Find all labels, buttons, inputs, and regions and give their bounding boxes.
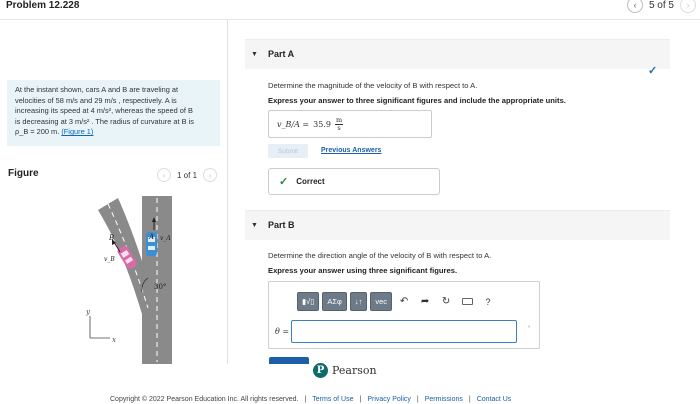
statement-line: At the instant shown, cars A and B are traveling at bbox=[15, 85, 179, 94]
chevron-right-icon: › bbox=[208, 170, 212, 180]
problem-pager bbox=[627, 0, 696, 13]
statement-line: increasing its speed at 4 m/s², whereas the speed of B bbox=[15, 106, 193, 116]
part-a-title: Part A bbox=[267, 49, 295, 59]
part-b-submit-button[interactable] bbox=[269, 357, 309, 364]
theta-input[interactable] bbox=[291, 320, 517, 343]
top-bar bbox=[0, 0, 700, 20]
theta-label: θ = bbox=[275, 327, 290, 336]
figure-link[interactable]: (Figure 1) bbox=[61, 127, 94, 137]
greek-symbols-button[interactable]: ΑΣφ bbox=[322, 292, 347, 311]
keyboard-icon[interactable] bbox=[458, 292, 476, 311]
undo-icon[interactable]: ↶ bbox=[399, 296, 409, 307]
collapse-triangle-icon: ▼ bbox=[251, 221, 258, 229]
previous-answers-link[interactable]: Previous Answers bbox=[321, 147, 382, 154]
reset-icon[interactable]: ↻ bbox=[441, 296, 451, 307]
collapse-triangle-icon: ▼ bbox=[251, 50, 258, 58]
vector-button[interactable]: vec bbox=[370, 292, 392, 311]
chevron-left-icon: ‹ bbox=[162, 170, 166, 180]
part-a-header[interactable] bbox=[245, 39, 670, 69]
chevron-right-icon: › bbox=[686, 0, 690, 10]
part-a-instruction: Express your answer to three significant figures and include the appropriate units. bbox=[268, 96, 566, 105]
label-angle: 30° bbox=[154, 283, 167, 291]
statement-line: ρ_B = 200 m. bbox=[15, 127, 60, 137]
templates-button[interactable]: ▮√▯ bbox=[297, 292, 319, 311]
label-vb: v_B bbox=[104, 256, 115, 263]
check-icon: ✓ bbox=[279, 176, 289, 188]
label-a: A bbox=[149, 233, 155, 241]
help-icon[interactable]: ? bbox=[485, 296, 491, 307]
part-b-answer-editor bbox=[268, 281, 540, 349]
answer-label: v_B/A = bbox=[277, 119, 310, 129]
answer-unit bbox=[335, 117, 343, 132]
part-b-title: Part B bbox=[267, 220, 295, 230]
part-a-question: Determine the magnitude of the velocity of B with respect to A. bbox=[268, 81, 478, 90]
pearson-brand bbox=[313, 363, 377, 378]
axes-figure bbox=[82, 306, 122, 344]
contact-link[interactable]: Contact Us bbox=[476, 396, 512, 403]
subscript-superscript-button[interactable]: ↓↑ bbox=[350, 292, 368, 311]
unit-denominator: s bbox=[337, 123, 341, 132]
redo-icon[interactable]: ➦ bbox=[420, 296, 430, 307]
part-a-submit-button[interactable]: Submit bbox=[268, 144, 308, 158]
permissions-link[interactable]: Permissions bbox=[424, 396, 463, 403]
unit-numerator: m bbox=[335, 115, 343, 124]
column-divider bbox=[227, 20, 228, 364]
y-axis-label: y bbox=[86, 308, 90, 316]
copyright-text: Copyright © 2022 Pearson Education Inc. All rights reserved. bbox=[110, 396, 299, 403]
prev-figure-button[interactable] bbox=[157, 168, 171, 182]
pearson-logo-icon: P bbox=[313, 363, 328, 378]
statement-line: is decreasing at 3 m/s² . The radius of curvature at B is bbox=[15, 116, 194, 126]
privacy-link[interactable]: Privacy Policy bbox=[367, 396, 411, 403]
part-a-answer-box bbox=[268, 110, 432, 138]
prev-problem-button[interactable] bbox=[627, 0, 643, 13]
correct-text: Correct bbox=[296, 177, 325, 186]
math-toolbar bbox=[297, 292, 497, 311]
pearson-name: Pearson bbox=[332, 364, 377, 377]
answer-value: 35.9 bbox=[313, 119, 331, 129]
page-indicator: 5 of 5 bbox=[648, 0, 674, 11]
problem-statement bbox=[7, 80, 220, 146]
label-b: B bbox=[109, 234, 115, 242]
next-problem-button[interactable] bbox=[680, 0, 696, 13]
part-a-complete-check-icon: ✓ bbox=[648, 65, 658, 77]
correct-feedback bbox=[268, 168, 440, 195]
part-b-header[interactable] bbox=[245, 210, 670, 240]
chevron-left-icon: ‹ bbox=[633, 0, 637, 10]
terms-link[interactable]: Terms of Use bbox=[312, 396, 354, 403]
footer: Copyright © 2022 Pearson Education Inc. All rights reserved. | Terms of Use | Privacy Policy | Permissions | Contact Us bbox=[110, 396, 512, 403]
label-va: v_A bbox=[160, 235, 171, 242]
next-figure-button[interactable] bbox=[203, 168, 217, 182]
part-b-question: Determine the direction angle of the velocity of B with respect to A. bbox=[268, 251, 492, 260]
degree-unit: ° bbox=[528, 326, 531, 332]
statement-line: velocities of 58 m/s and 29 m/s , respectively. A is bbox=[15, 95, 177, 105]
figure-pager bbox=[157, 168, 217, 182]
problem-title: Problem 12.228 bbox=[6, 0, 80, 11]
part-b-instruction: Express your answer using three significant figures. bbox=[268, 266, 458, 275]
figure-page-indicator: 1 of 1 bbox=[177, 170, 198, 180]
figure-heading: Figure bbox=[8, 168, 39, 179]
x-axis-label: x bbox=[112, 336, 116, 344]
